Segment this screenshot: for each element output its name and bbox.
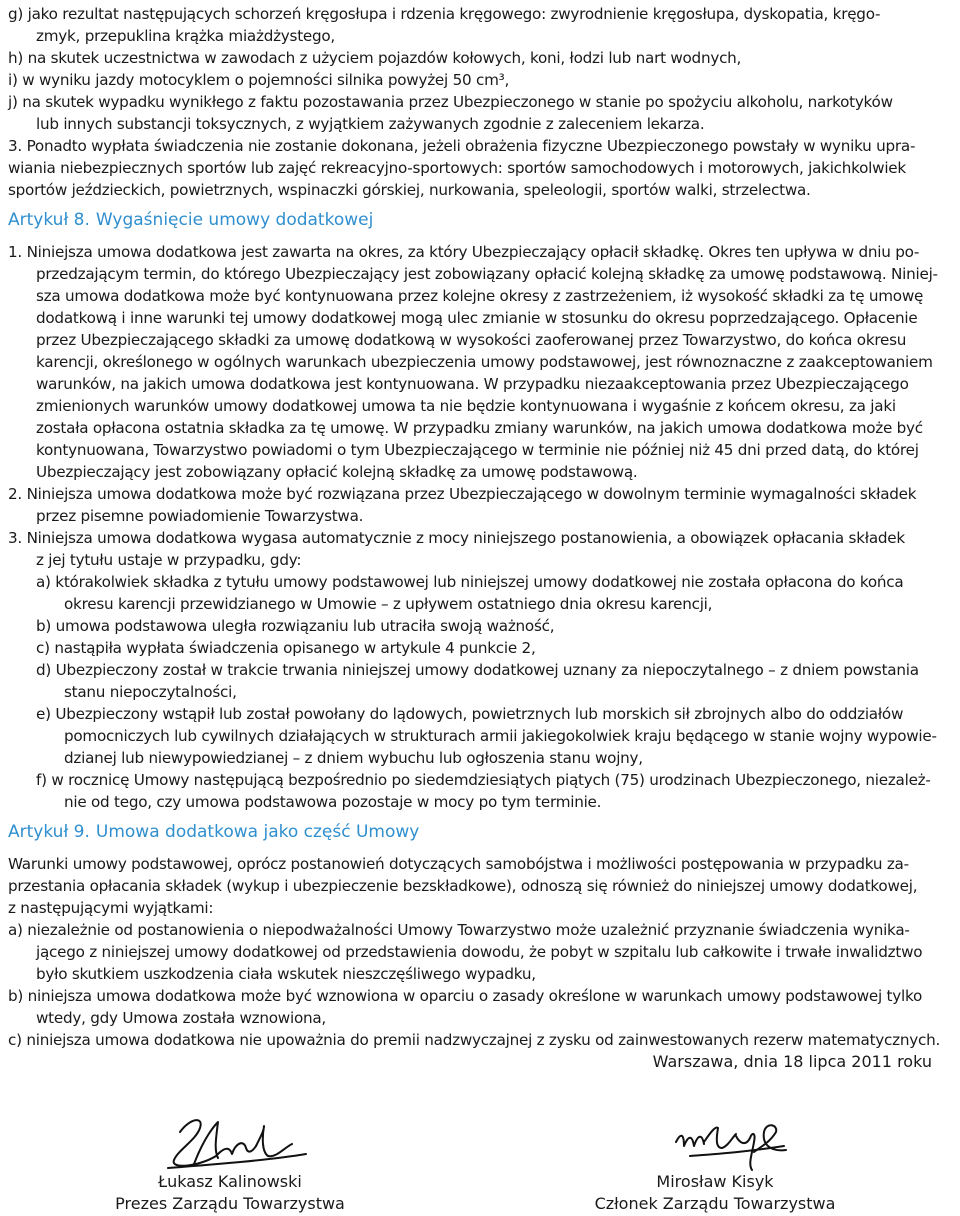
article-title: Wygaśnięcie umowy dodatkowej [95, 210, 374, 230]
text-line: wiania niebezpiecznych sportów lub zajęć rekreacyjno-sportowych: sportów samochodowych i motorowych, jakichkolwiek [8, 159, 906, 177]
text-line: jącego z niniejszej umowy dodatkowej od przedstawienia dowodu, że pobyt w szpitalu lub całkowite i trwałe inwalidztwo [36, 943, 923, 961]
text-line: zmyk, przepuklina krążka miażdżystego, [36, 27, 336, 45]
article-heading [8, 821, 419, 843]
text-line: warunków, na jakich umowa dodatkowa jest kontynuowana. W przypadku niezaakceptowania przez Ubezpieczającego [36, 375, 909, 393]
signatory-title-left: Prezes Zarządu Towarzystwa [115, 1194, 345, 1213]
text-line: g) jako rezultat następujących schorzeń kręgosłupa i rdzenia kręgowego: zwyrodnienie kręgosłupa, dyskopatia, kręgo- [8, 5, 881, 23]
signature-right [666, 1112, 796, 1180]
text-line: c) nastąpiła wypłata świadczenia opisanego w artykule 4 punkcie 2, [36, 639, 536, 657]
text-line: okresu karencji przewidzianego w Umowie – z upływem ostatniego dnia okresu karencji, [64, 595, 713, 613]
text-line: i) w wyniku jazdy motocyklem o pojemności silnika powyżej 50 cm³, [8, 71, 510, 89]
article-title: Umowa dodatkowa jako część Umowy [95, 822, 420, 842]
text-line: przez pisemne powiadomienie Towarzystwa. [36, 507, 364, 525]
text-line: pomocniczych lub cywilnych działających w strukturach armii jakiegokolwiek kraju będącego w stanie wojny wypowie- [64, 727, 937, 745]
text-line: z jej tytułu ustaje w przypadku, gdy: [36, 551, 302, 569]
text-line: nie od tego, czy umowa podstawowa pozostaje w mocy po tym terminie. [64, 793, 602, 811]
text-line: dodatkową i inne warunki tej umowy dodatkowej mogą ulec zmianie w stosunku do okresu poprzedzającego. Opłacenie [36, 309, 918, 327]
text-line: j) na skutek wypadku wynikłego z faktu pozostawania przez Ubezpieczonego w stanie po spożyciu alkoholu, narkotyków [8, 93, 893, 111]
text-line: e) Ubezpieczony wstąpił lub został powołany do lądowych, powietrznych lub morskich sił zbrojnych albo do oddziałów [36, 705, 904, 723]
text-line: stanu niepoczytalności, [64, 683, 237, 701]
signatory-name-right: Mirosław Kisyk [656, 1172, 774, 1191]
text-line: f) w rocznicę Umowy następującą bezpośrednio po siedemdziesiątych piątych (75) urodzinach Ubezpieczonego, niezależ- [36, 771, 931, 789]
text-line: było skutkiem uszkodzenia ciała wskutek nieszczęśliwego wypadku, [36, 965, 536, 983]
text-line: 1. Niniejsza umowa dodatkowa jest zawarta na okres, za który Ubezpieczający opłacił składkę. Okres ten upływa w dniu po- [8, 243, 920, 261]
text-line: c) niniejsza umowa dodatkowa nie upoważnia do premii nadzwyczajnej z zysku od zainwestowanych rezerw matematycznych. [8, 1031, 941, 1049]
text-line: a) niezależnie od postanowienia o niepodważalności Umowy Towarzystwo może uzależnić przyznanie świadczenia wynika- [8, 921, 910, 939]
signature-left [160, 1108, 310, 1178]
place-and-date: Warszawa, dnia 18 lipca 2011 roku [652, 1052, 932, 1071]
text-line: przez Ubezpieczającego składki za umowę dodatkową w wysokości zaoferowanej przez Towarzystwo, do końca okresu [36, 331, 907, 349]
text-line: b) umowa podstawowa uległa rozwiązaniu lub utraciła swoją ważność, [36, 617, 555, 635]
text-line: Ubezpieczający jest zobowiązany opłacić kolejną składkę za umowę podstawową. [36, 463, 638, 481]
text-line: h) na skutek uczestnictwa w zawodach z użyciem pojazdów kołowych, koni, łodzi lub nart wodnych, [8, 49, 742, 67]
signatory-title-right: Członek Zarządu Towarzystwa [594, 1194, 836, 1213]
text-line: z następującymi wyjątkami: [8, 899, 214, 917]
signatory-name-left: Łukasz Kalinowski [158, 1172, 302, 1191]
text-line: wtedy, gdy Umowa została wznowiona, [36, 1009, 327, 1027]
text-line: zmienionych warunków umowy dodatkowej umowa ta nie będzie kontynuowana i wygaśnie z końcem okresu, za jaki [36, 397, 896, 415]
article-number: Artykuł 9. [8, 822, 90, 842]
text-line: została opłacona ostatnia składka za tę umowę. W przypadku zmiany warunków, na jakich umowa dodatkowa może być [36, 419, 923, 437]
text-line: kontynuowana, Towarzystwo powiadomi o tym Ubezpieczającego w terminie nie później niż 45 dni przed datą, do której [36, 441, 919, 459]
text-line: Warunki umowy podstawowej, oprócz postanowień dotyczących samobójstwa i możliwości postępowania w przypadku za- [8, 855, 909, 873]
article-heading [8, 209, 373, 231]
text-line: dzianej lub niewypowiedzianej – z dniem wybuchu lub ogłoszenia stanu wojny, [64, 749, 643, 767]
text-line: sza umowa dodatkowa może być kontynuowana przez kolejne okresy z zastrzeżeniem, iż wysokość składki za tę umowę [36, 287, 924, 305]
text-line: przedzającym termin, do którego Ubezpieczający jest zobowiązany opłacić kolejną składkę za umowę podstawową. Niniej- [36, 265, 938, 283]
text-line: a) którakolwiek składka z tytułu umowy podstawowej lub niniejszej umowy dodatkowej nie została opłacona do końca [36, 573, 904, 591]
text-line: b) niniejsza umowa dodatkowa może być wznowiona w oparciu o zasady określone w warunkach umowy podstawowej tylko [8, 987, 923, 1005]
text-line: 2. Niniejsza umowa dodatkowa może być rozwiązana przez Ubezpieczającego w dowolnym terminie wymagalności składek [8, 485, 917, 503]
text-line: lub innych substancji toksycznych, z wyjątkiem zażywanych zgodnie z zaleceniem lekarza. [36, 115, 705, 133]
text-line: sportów jeździeckich, powietrznych, wspinaczki górskiej, nurkowania, speleologii, sportów walki, strzelectwa. [8, 181, 811, 199]
article-number: Artykuł 8. [8, 210, 90, 230]
text-line: d) Ubezpieczony został w trakcie trwania niniejszej umowy dodatkowej uznany za niepoczytalnego – z dniem powstania [36, 661, 919, 679]
text-line: przestania opłacania składek (wykup i ubezpieczenie bezskładkowe), odnoszą się również do niniejszej umowy dodatkowej, [8, 877, 918, 895]
text-line: 3. Ponadto wypłata świadczenia nie zostanie dokonana, jeżeli obrażenia fizyczne Ubezpieczonego powstały w wyniku upra- [8, 137, 916, 155]
text-line: karencji, określonego w ogólnych warunkach ubezpieczenia umowy podstawowej, jest równoznaczne z zaakceptowaniem [36, 353, 933, 371]
text-line: 3. Niniejsza umowa dodatkowa wygasa automatycznie z mocy niniejszego postanowienia, a obowiązek opłacania składek [8, 529, 905, 547]
